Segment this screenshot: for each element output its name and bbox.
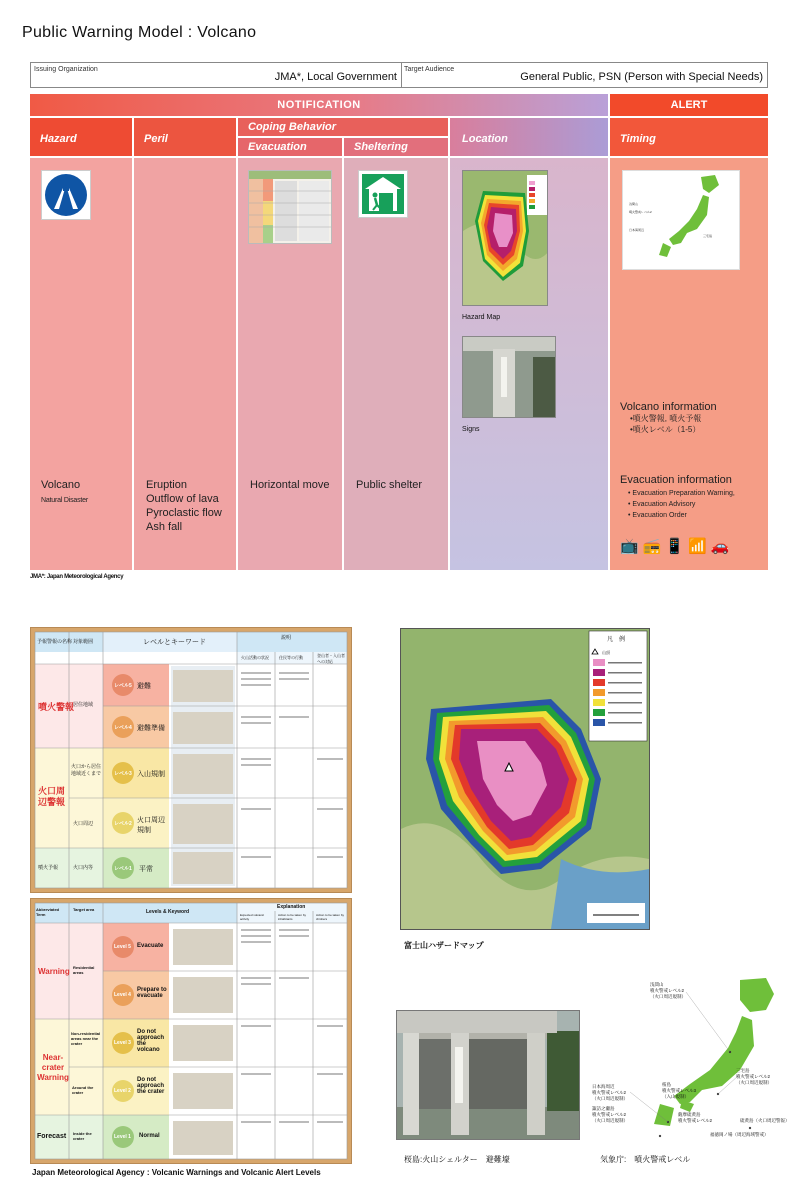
signs-caption: Signs bbox=[462, 426, 480, 433]
header-coping: Coping Behavior bbox=[248, 121, 337, 133]
target-value: General Public, PSN (Person with Special Needs) bbox=[520, 71, 763, 83]
jp-header-name: 予報警報の名称 bbox=[37, 639, 73, 645]
svg-text:薩摩硫黄島: 薩摩硫黄島 bbox=[678, 1112, 701, 1117]
jp-header-explain: 説明 bbox=[281, 635, 292, 641]
en-area: Around the crater bbox=[72, 1085, 94, 1095]
header-hazard-cell bbox=[30, 118, 132, 156]
en-header-term: Abbreviated Term bbox=[36, 907, 60, 917]
volcano-info-title: Volcano information bbox=[620, 401, 717, 413]
jp-level: レベル2 bbox=[114, 821, 132, 827]
hazard-sub: Natural Disaster bbox=[41, 497, 88, 504]
timing-column bbox=[610, 158, 768, 570]
header-location-cell bbox=[450, 118, 608, 156]
sheltering-column bbox=[344, 158, 448, 570]
en-group-near: Near-crater Warning bbox=[37, 1053, 69, 1082]
svg-text:噴火警戒レベル2: 噴火警戒レベル2 bbox=[736, 1074, 771, 1079]
fuji-legend-crater: 山頂 bbox=[602, 650, 610, 655]
media-icons bbox=[620, 539, 733, 555]
header-evacuation: Evacuation bbox=[248, 141, 307, 153]
svg-text:三宅島: 三宅島 bbox=[736, 1068, 750, 1073]
location-column bbox=[450, 158, 608, 570]
emergency-exit-icon bbox=[358, 170, 408, 218]
en-level: Level 5 bbox=[114, 944, 131, 950]
evac-info-list bbox=[628, 488, 735, 521]
shelter-sign-photo bbox=[462, 336, 556, 418]
volcano-info-item: •噴火レベル（1-5） bbox=[630, 425, 701, 434]
hazard-map-thumb bbox=[462, 170, 548, 306]
jp-table-grid bbox=[31, 628, 351, 892]
svg-text:三宅島: 三宅島 bbox=[703, 234, 713, 238]
en-subheader: Action to be taken by climbers bbox=[316, 913, 345, 921]
header-hazard: Hazard bbox=[40, 133, 77, 145]
issuing-cell bbox=[31, 63, 402, 87]
svg-text:（入山規制）: （入山規制） bbox=[662, 1094, 689, 1099]
alert-bar: ALERT bbox=[610, 94, 768, 116]
header-timing: Timing bbox=[620, 133, 656, 145]
evac-info-title: Evacuation information bbox=[620, 474, 732, 486]
peril-item: Eruption bbox=[146, 479, 187, 491]
evacuation-text: Horizontal move bbox=[250, 479, 330, 491]
info-bar bbox=[30, 62, 768, 88]
header-sheltering: Sheltering bbox=[354, 141, 408, 153]
jma-label: 浅間山 bbox=[650, 982, 664, 987]
jma-alert-map bbox=[590, 976, 790, 1146]
header-peril: Peril bbox=[144, 133, 168, 145]
en-subheader: Expected volcanic activity bbox=[240, 913, 265, 921]
jp-level: レベル1 bbox=[114, 866, 132, 872]
peril-item: Pyroclastic flow bbox=[146, 507, 222, 519]
evac-info-item: • Evacuation Order bbox=[628, 512, 687, 519]
jp-level: レベル3 bbox=[114, 771, 132, 777]
fuji-map-caption: 富士山ハザードマップ bbox=[404, 941, 484, 950]
jma-map-caption: 気象庁: 噴火警戒レベル bbox=[600, 1155, 691, 1164]
page-title: Public Warning Model : Volcano bbox=[22, 24, 257, 41]
svg-text:噴火警戒レベル3: 噴火警戒レベル3 bbox=[662, 1088, 697, 1093]
issuing-label: Issuing Organization bbox=[34, 66, 98, 73]
jp-keyword: 避難 bbox=[137, 683, 151, 690]
svg-text:諏訪之瀬島: 諏訪之瀬島 bbox=[592, 1106, 615, 1111]
jp-area: 火口周辺 bbox=[73, 821, 94, 827]
en-group-forecast: Forecast bbox=[37, 1133, 67, 1140]
svg-text:日本海周辺: 日本海周辺 bbox=[592, 1084, 615, 1089]
en-keyword: Normal bbox=[139, 1133, 160, 1139]
peril-column bbox=[134, 158, 236, 570]
fuji-legend-title: 凡 例 bbox=[607, 637, 626, 643]
en-header-level: Levels & Keyword bbox=[146, 909, 190, 915]
hazard-map-caption: Hazard Map bbox=[462, 314, 501, 321]
svg-text:（火口周辺規制）: （火口周辺規制） bbox=[592, 1118, 628, 1123]
svg-text:硫黄島（火口周辺警報）: 硫黄島（火口周辺警報） bbox=[740, 1118, 790, 1123]
jp-header-level: レベルとキーワード bbox=[143, 639, 206, 646]
japan-map-thumb bbox=[622, 170, 740, 270]
en-level: Level 2 bbox=[114, 1088, 131, 1094]
jp-group-forecast: 噴火予報 bbox=[38, 865, 59, 871]
jp-keyword: 避難準備 bbox=[137, 725, 165, 732]
evac-info-item: • Evacuation Advisory bbox=[628, 501, 696, 508]
svg-text:噴火警戒レベル2: 噴火警戒レベル2 bbox=[650, 988, 685, 993]
footnote: JMA*: Japan Meteorological Agency bbox=[30, 574, 124, 580]
issuing-value: JMA*, Local Government bbox=[274, 71, 397, 83]
jp-subheader: 登山者・入山者への対応 bbox=[317, 653, 345, 664]
jp-level: レベル4 bbox=[114, 725, 132, 731]
target-label: Target Audience bbox=[404, 66, 455, 73]
svg-text:噴火警戒レベル2: 噴火警戒レベル2 bbox=[592, 1090, 627, 1095]
svg-text:噴火警戒レベル2: 噴火警戒レベル2 bbox=[592, 1112, 627, 1117]
en-keyword: Do not approach the crater bbox=[137, 1077, 165, 1095]
jp-area: 居住地域 bbox=[73, 702, 94, 708]
jp-keyword: 入山規制 bbox=[137, 771, 165, 778]
jp-header-area: 対象範囲 bbox=[73, 639, 94, 645]
hazard-main: Volcano bbox=[41, 479, 81, 491]
header-peril-cell bbox=[134, 118, 236, 156]
svg-text:桜島: 桜島 bbox=[662, 1082, 671, 1087]
peril-item: Outflow of lava bbox=[146, 493, 219, 505]
header-timing-cell bbox=[610, 118, 768, 156]
jp-alert-table bbox=[30, 627, 352, 893]
en-subheader: Action to be taken by inhabitants bbox=[278, 913, 307, 921]
header-evacuation-cell bbox=[238, 138, 342, 156]
en-alert-table bbox=[30, 898, 352, 1164]
en-level: Level 4 bbox=[114, 992, 131, 998]
header-location: Location bbox=[462, 133, 508, 145]
en-header-area: Target area bbox=[73, 907, 95, 912]
jp-subheader: 住民等の行動 bbox=[279, 655, 303, 660]
peril-list bbox=[146, 478, 222, 534]
evac-info-item: • Evacuation Preparation Warning, bbox=[628, 490, 735, 497]
volcano-info-list bbox=[630, 413, 701, 435]
jp-keyword: 火口周辺規制 bbox=[137, 817, 165, 834]
header-coping-cell bbox=[238, 118, 448, 136]
en-area: Inside the crater bbox=[73, 1131, 92, 1141]
fuji-hazard-map bbox=[400, 628, 650, 930]
svg-text:噴火警戒レベル2: 噴火警戒レベル2 bbox=[629, 210, 652, 214]
en-group-warning: Warning bbox=[38, 967, 70, 976]
jp-group-warning: 噴火警報 bbox=[38, 702, 75, 712]
sheltering-text: Public shelter bbox=[356, 479, 423, 491]
notification-bar: NOTIFICATION bbox=[30, 94, 608, 116]
peril-item: Ash fall bbox=[146, 521, 183, 533]
en-keyword: Prepare to evacuate bbox=[137, 987, 167, 999]
jp-area: 火口内等 bbox=[73, 865, 94, 871]
media-icons-glyphs: 📺📻📱📶🚗 bbox=[620, 537, 734, 555]
target-cell bbox=[401, 63, 767, 87]
svg-text:噴火警戒レベル2: 噴火警戒レベル2 bbox=[678, 1118, 713, 1123]
shelter-caption: 桜島:火山シェルター 避難壕 bbox=[404, 1155, 510, 1164]
tables-caption: Japan Meteorological Agency : Volcanic Warnings and Volcanic Alert Levels bbox=[32, 1168, 321, 1177]
en-header-explain: Explanation bbox=[277, 904, 306, 910]
volcano-sign-icon bbox=[41, 170, 91, 220]
en-keyword: Do not approach the volcano bbox=[137, 1029, 165, 1053]
jp-area: 火口から居住地域近くまで bbox=[71, 764, 102, 777]
shelter-photo bbox=[396, 1010, 580, 1140]
en-area: Residential areas bbox=[73, 965, 95, 975]
evacuation-column bbox=[238, 158, 342, 570]
svg-text:（火口周辺規制）: （火口周辺規制） bbox=[650, 994, 686, 999]
en-level: Level 1 bbox=[114, 1134, 131, 1140]
svg-text:（火口周辺規制）: （火口周辺規制） bbox=[736, 1080, 772, 1085]
en-keyword: Evacuate bbox=[137, 943, 164, 949]
en-level: Level 3 bbox=[114, 1040, 131, 1046]
jp-group-near: 火口周辺警報 bbox=[38, 786, 66, 807]
header-sheltering-cell bbox=[344, 138, 448, 156]
svg-text:（火口周辺規制）: （火口周辺規制） bbox=[592, 1096, 628, 1101]
hazard-column bbox=[30, 158, 132, 570]
en-area: Non-residential areas near the crater bbox=[71, 1031, 101, 1046]
svg-text:浅間山: 浅間山 bbox=[629, 202, 639, 206]
volcano-info-item: •噴火警報, 噴火予報 bbox=[630, 414, 702, 423]
svg-text:福徳岡ノ場（周辺海域警戒）: 福徳岡ノ場（周辺海域警戒） bbox=[710, 1132, 769, 1137]
evacuation-chart-image bbox=[248, 170, 332, 244]
svg-text:日本海周辺: 日本海周辺 bbox=[629, 228, 645, 232]
jp-keyword: 平常 bbox=[139, 866, 153, 873]
jp-level: レベル5 bbox=[114, 683, 132, 689]
jp-subheader: 火山活動の状況 bbox=[241, 655, 269, 660]
